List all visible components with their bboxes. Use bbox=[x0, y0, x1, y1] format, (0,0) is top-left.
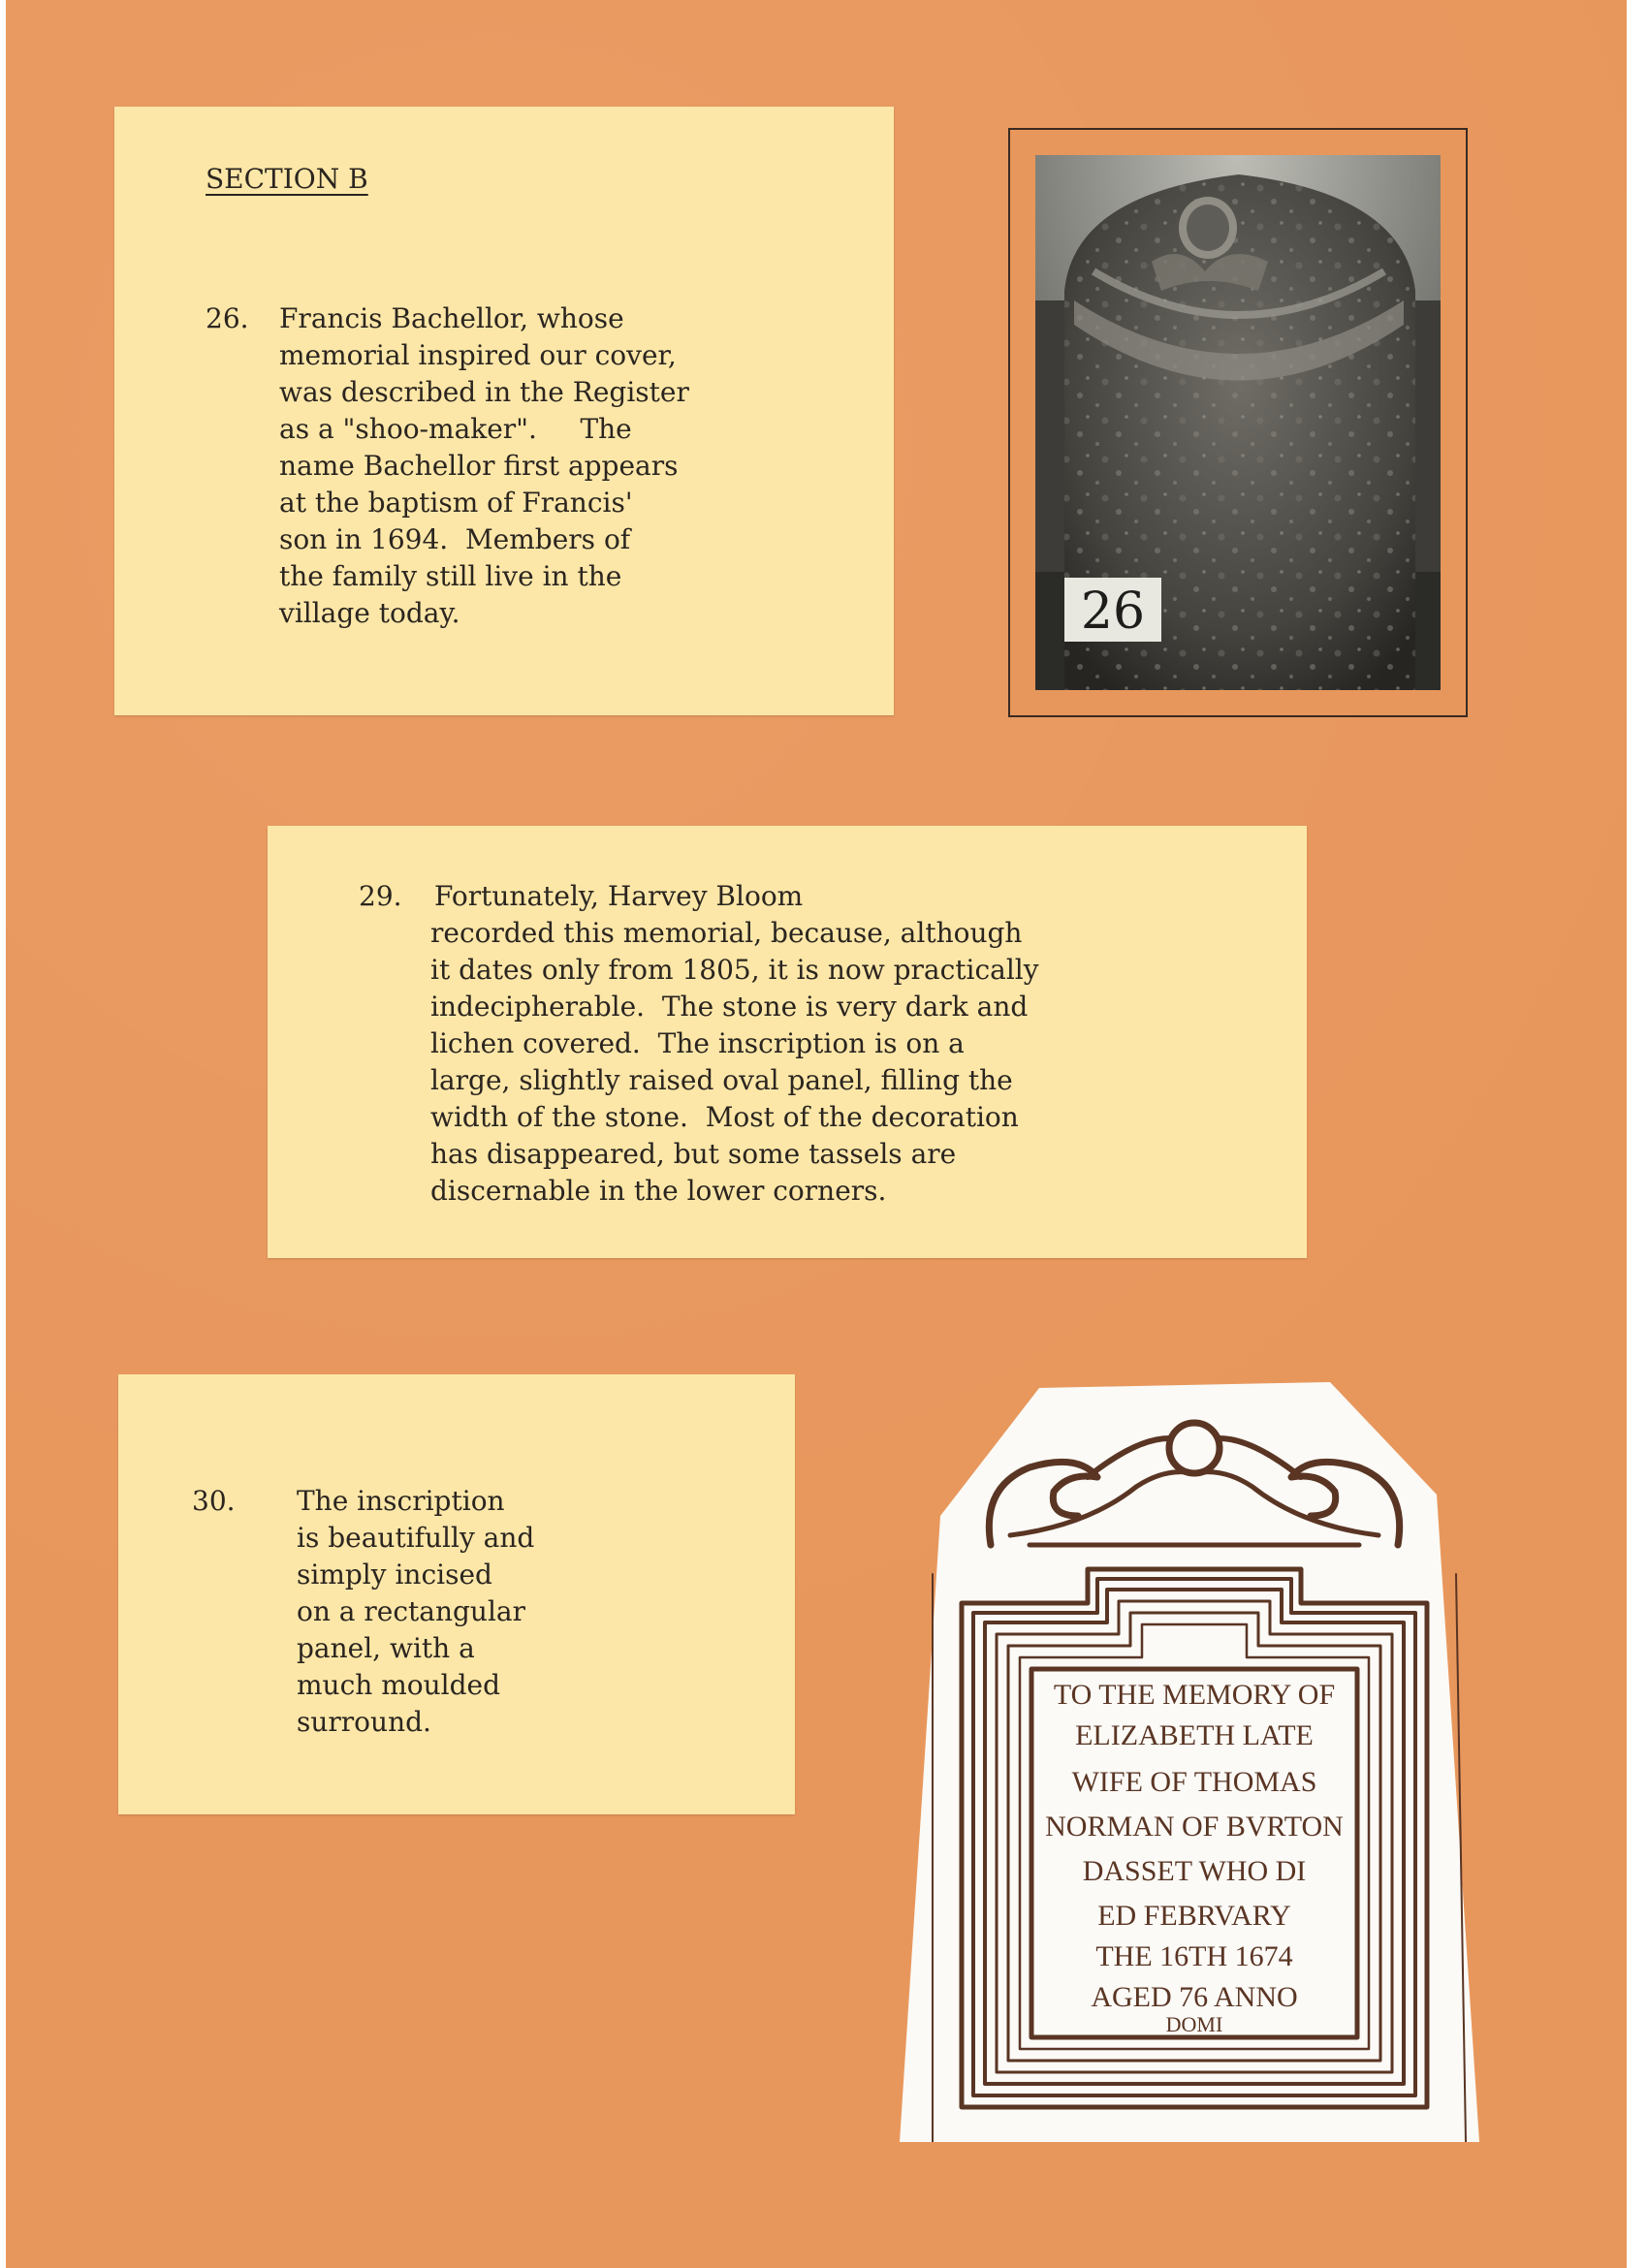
entry-29-line-4: indecipherable. The stone is very dark and bbox=[430, 991, 1029, 1023]
entry-26-line-2: memorial inspired our cover, bbox=[279, 339, 677, 371]
entry-29-line-2: recorded this memorial, because, although bbox=[430, 917, 1023, 949]
photo-frame bbox=[1008, 128, 1468, 717]
entry-26-line-3: was described in the Register bbox=[279, 376, 689, 408]
entry-30-line-5: panel, with a bbox=[297, 1632, 475, 1664]
gravestone-drawing bbox=[894, 1380, 1487, 2142]
entry-29-line-1: Fortunately, Harvey Bloom bbox=[434, 880, 804, 912]
entry-26-line-4: as a "shoo-maker". The bbox=[279, 413, 632, 445]
entry-29-line-9: discernable in the lower corners. bbox=[430, 1175, 887, 1207]
card-entry-26 bbox=[114, 107, 894, 715]
gravestone-photo bbox=[1035, 155, 1441, 690]
entry-30-line-6: much moulded bbox=[297, 1669, 501, 1701]
entry-26-number: 26. bbox=[206, 302, 249, 334]
inscription-line-1: TO THE MEMORY OF bbox=[1053, 1679, 1336, 1711]
inscription-line-6: ED FEBRVARY bbox=[1097, 1900, 1291, 1932]
entry-30-line-3: simply incised bbox=[297, 1559, 492, 1591]
inscription-line-7: THE 16TH 1674 bbox=[1095, 1940, 1293, 1972]
entry-29-number: 29. bbox=[359, 880, 402, 912]
entry-30-line-2: is beautifully and bbox=[297, 1522, 535, 1554]
entry-30-line-7: surround. bbox=[297, 1706, 431, 1738]
entry-26-line-8: the family still live in the bbox=[279, 560, 622, 592]
mounting-board bbox=[6, 0, 1627, 2268]
card-entry-30 bbox=[118, 1374, 795, 1814]
entry-30-line-4: on a rectangular bbox=[297, 1595, 525, 1627]
entry-30-number: 30. bbox=[192, 1485, 236, 1517]
entry-26-line-7: son in 1694. Members of bbox=[279, 523, 631, 555]
inscription-line-8: AGED 76 ANNO bbox=[1091, 1981, 1298, 2013]
inscription-line-9: DOMI bbox=[1165, 2012, 1223, 2036]
entry-30-line-1: The inscription bbox=[297, 1485, 505, 1517]
inscription-line-2: ELIZABETH LATE bbox=[1075, 1719, 1314, 1751]
inscription-line-3: WIFE OF THOMAS bbox=[1071, 1766, 1317, 1798]
photo-number-text: 26 bbox=[1080, 583, 1146, 641]
entry-26-line-1: Francis Bachellor, whose bbox=[279, 302, 624, 334]
entry-29-line-3: it dates only from 1805, it is now practically bbox=[430, 954, 1039, 986]
entry-29-line-5: lichen covered. The inscription is on a bbox=[430, 1027, 965, 1059]
section-heading: SECTION B bbox=[206, 163, 368, 195]
entry-29-line-8: has disappeared, but some tassels are bbox=[430, 1138, 957, 1170]
entry-29-line-7: width of the stone. Most of the decoration bbox=[430, 1101, 1019, 1133]
inscription-line-5: DASSET WHO DI bbox=[1082, 1855, 1307, 1887]
entry-26-line-5: name Bachellor first appears bbox=[279, 450, 679, 482]
entry-26-line-6: at the baptism of Francis' bbox=[279, 487, 633, 519]
inscription-line-4: NORMAN OF BVRTON bbox=[1045, 1811, 1344, 1843]
entry-29-line-6: large, slightly raised oval panel, filling the bbox=[430, 1064, 1013, 1096]
entry-26-line-9: village today. bbox=[279, 597, 460, 629]
card-entry-29 bbox=[268, 826, 1307, 1258]
